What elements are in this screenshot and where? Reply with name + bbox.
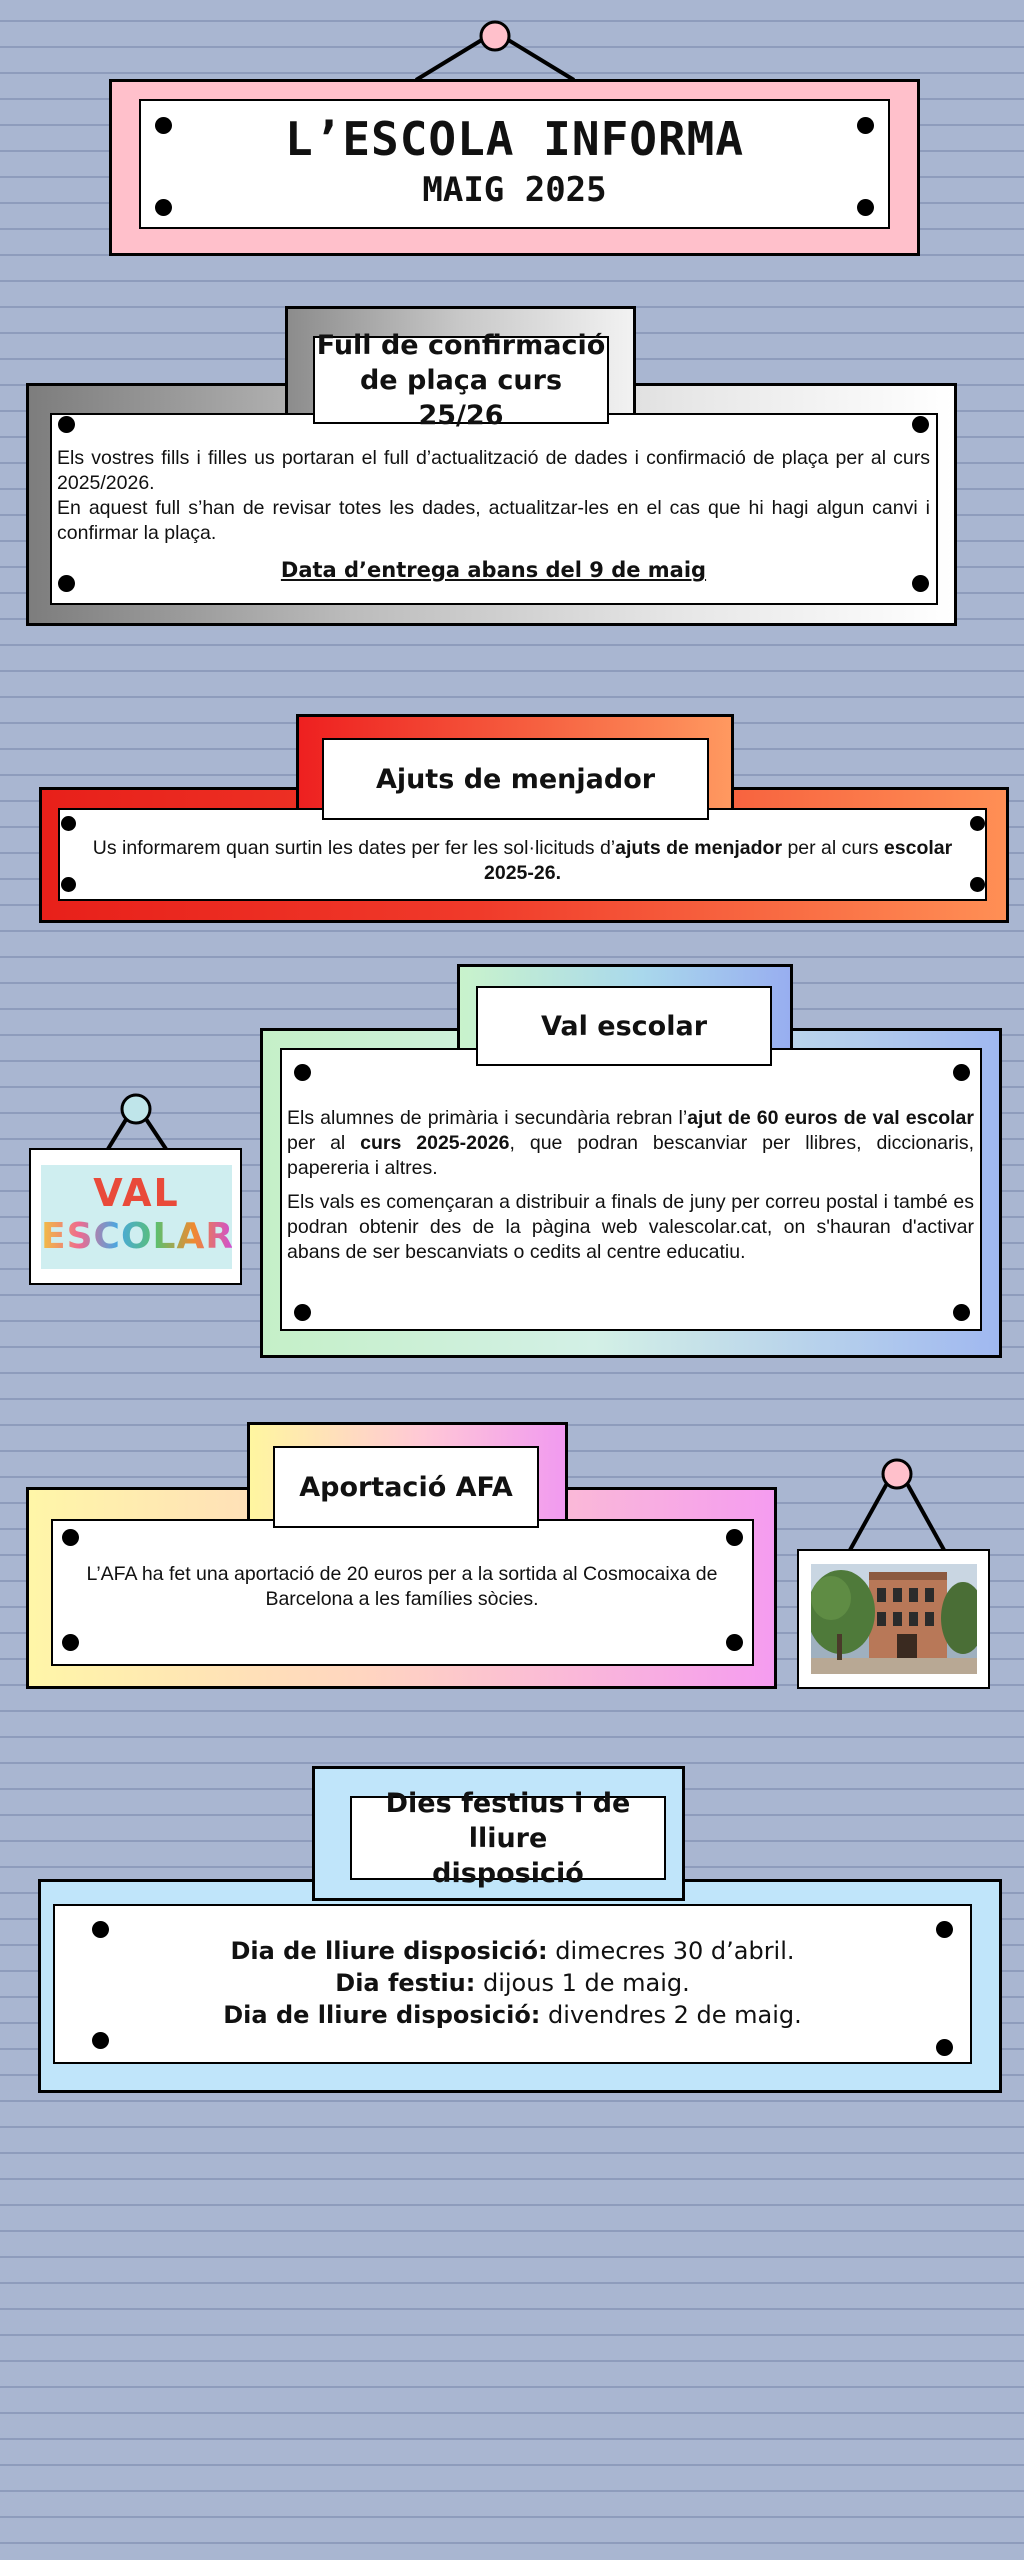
afa-text: L’AFA ha fet una aportació de 20 euros per a la sortida al Cosmocaixa de Barcelona a les famílies sòcies.	[86, 1563, 718, 1610]
festius-row-2	[60, 1967, 965, 1999]
pin-dot	[912, 416, 929, 433]
menjador-text-b: ajuts de menjador	[615, 837, 783, 859]
pin-dot	[294, 1304, 311, 1321]
confirmacio-deadline: Data d’entrega abans del 9 de maig	[280, 558, 707, 582]
pin-dot	[970, 816, 985, 831]
pin-dot	[62, 1529, 79, 1546]
val-escolar-logo-line2: ESCOLAR	[41, 1216, 235, 1257]
val-escolar-logo-line1: VAL	[93, 1171, 180, 1215]
pin-dot	[294, 1064, 311, 1081]
menjador-text-d: escolar 2025-26.	[484, 837, 953, 884]
confirmacio-paragraph-2: En aquest full s’han de revisar totes les dades, actualitzar-les en el cas que hi hagi algun canvi i confirmar la plaça.	[57, 497, 930, 544]
confirmacio-title	[313, 329, 609, 431]
pin-dot	[92, 2032, 109, 2049]
val-escolar-p1-d: curs 2025-2026	[360, 1132, 510, 1154]
val-escolar-title: Val escolar	[476, 986, 772, 1066]
afa-title: Aportació AFA	[273, 1446, 539, 1528]
festius-title	[350, 1787, 666, 1889]
school-photo-frame	[797, 1549, 990, 1689]
festius-row2-value: dijous 1 de maig.	[475, 1969, 690, 1997]
val-escolar-p1-a: Els alumnes de primària i secundària rebran l’	[287, 1107, 688, 1129]
menjador-title: Ajuts de menjador	[322, 738, 709, 820]
pin-dot	[726, 1634, 743, 1651]
festius-row-3	[60, 1999, 965, 2031]
page-subtitle: MAIG 2025	[422, 170, 607, 210]
pin-dot	[953, 1304, 970, 1321]
confirmacio-title-line1: Full de confirmació	[316, 329, 606, 361]
val-escolar-paragraph-2: Els vals es començaran a distribuir a finals de juny per correu postal i també es podran obtenir des de la pàgina web valescolar.cat, on s'hauran d'activar abans de ser bescanviats o cedits al centre educatiu.	[287, 1191, 974, 1263]
val-escolar-text	[287, 1106, 974, 1265]
school-building-photo	[811, 1564, 977, 1674]
pin-dot	[953, 1064, 970, 1081]
pin-dot	[726, 1529, 743, 1546]
confirmacio-paragraph-1: Els vostres fills i filles us portaran el full d’actualització de dades i confirmació de plaça per al curs 2025/2026.	[57, 447, 930, 494]
hanger-string	[842, 1456, 952, 1552]
confirmacio-title-line2: de plaça curs 25/26	[359, 364, 563, 431]
hanger-string	[410, 18, 580, 82]
val-escolar-logo	[41, 1165, 235, 1269]
hanger-string	[100, 1093, 172, 1151]
festius-row-1	[60, 1935, 965, 1967]
menjador-text-a: Us informarem quan surtin les dates per fer les sol·licituds d’	[92, 837, 616, 859]
festius-list	[60, 1935, 965, 2031]
festius-title-line2: disposició	[432, 1857, 584, 1889]
val-escolar-p1-e: , que podran bescanviar per llibres, diccionaris, papereria i altres.	[287, 1132, 974, 1179]
pin-dot	[61, 816, 76, 831]
festius-row2-label: Dia festiu:	[335, 1969, 476, 1997]
menjador-text	[70, 836, 975, 886]
festius-row1-label: Dia de lliure disposició:	[230, 1937, 548, 1965]
pin-dot	[58, 416, 75, 433]
val-escolar-logo-frame	[29, 1148, 242, 1285]
pin-dot	[62, 1634, 79, 1651]
confirmacio-text	[57, 446, 930, 546]
page-title: L’ESCOLA INFORMA	[284, 112, 745, 166]
val-escolar-p1-c: per al	[287, 1132, 361, 1154]
festius-row3-label: Dia de lliure disposició:	[223, 2001, 541, 2029]
menjador-text-c: per al curs	[782, 837, 884, 859]
festius-row1-value: dimecres 30 d’abril.	[547, 1937, 795, 1965]
val-escolar-p1-b: ajut de 60 euros de val escolar	[687, 1107, 974, 1129]
val-escolar-paragraph-1	[287, 1106, 974, 1181]
pin-dot	[936, 2039, 953, 2056]
festius-row3-value: divendres 2 de maig.	[540, 2001, 802, 2029]
festius-title-line1: Dies festius i de lliure	[385, 1787, 631, 1854]
